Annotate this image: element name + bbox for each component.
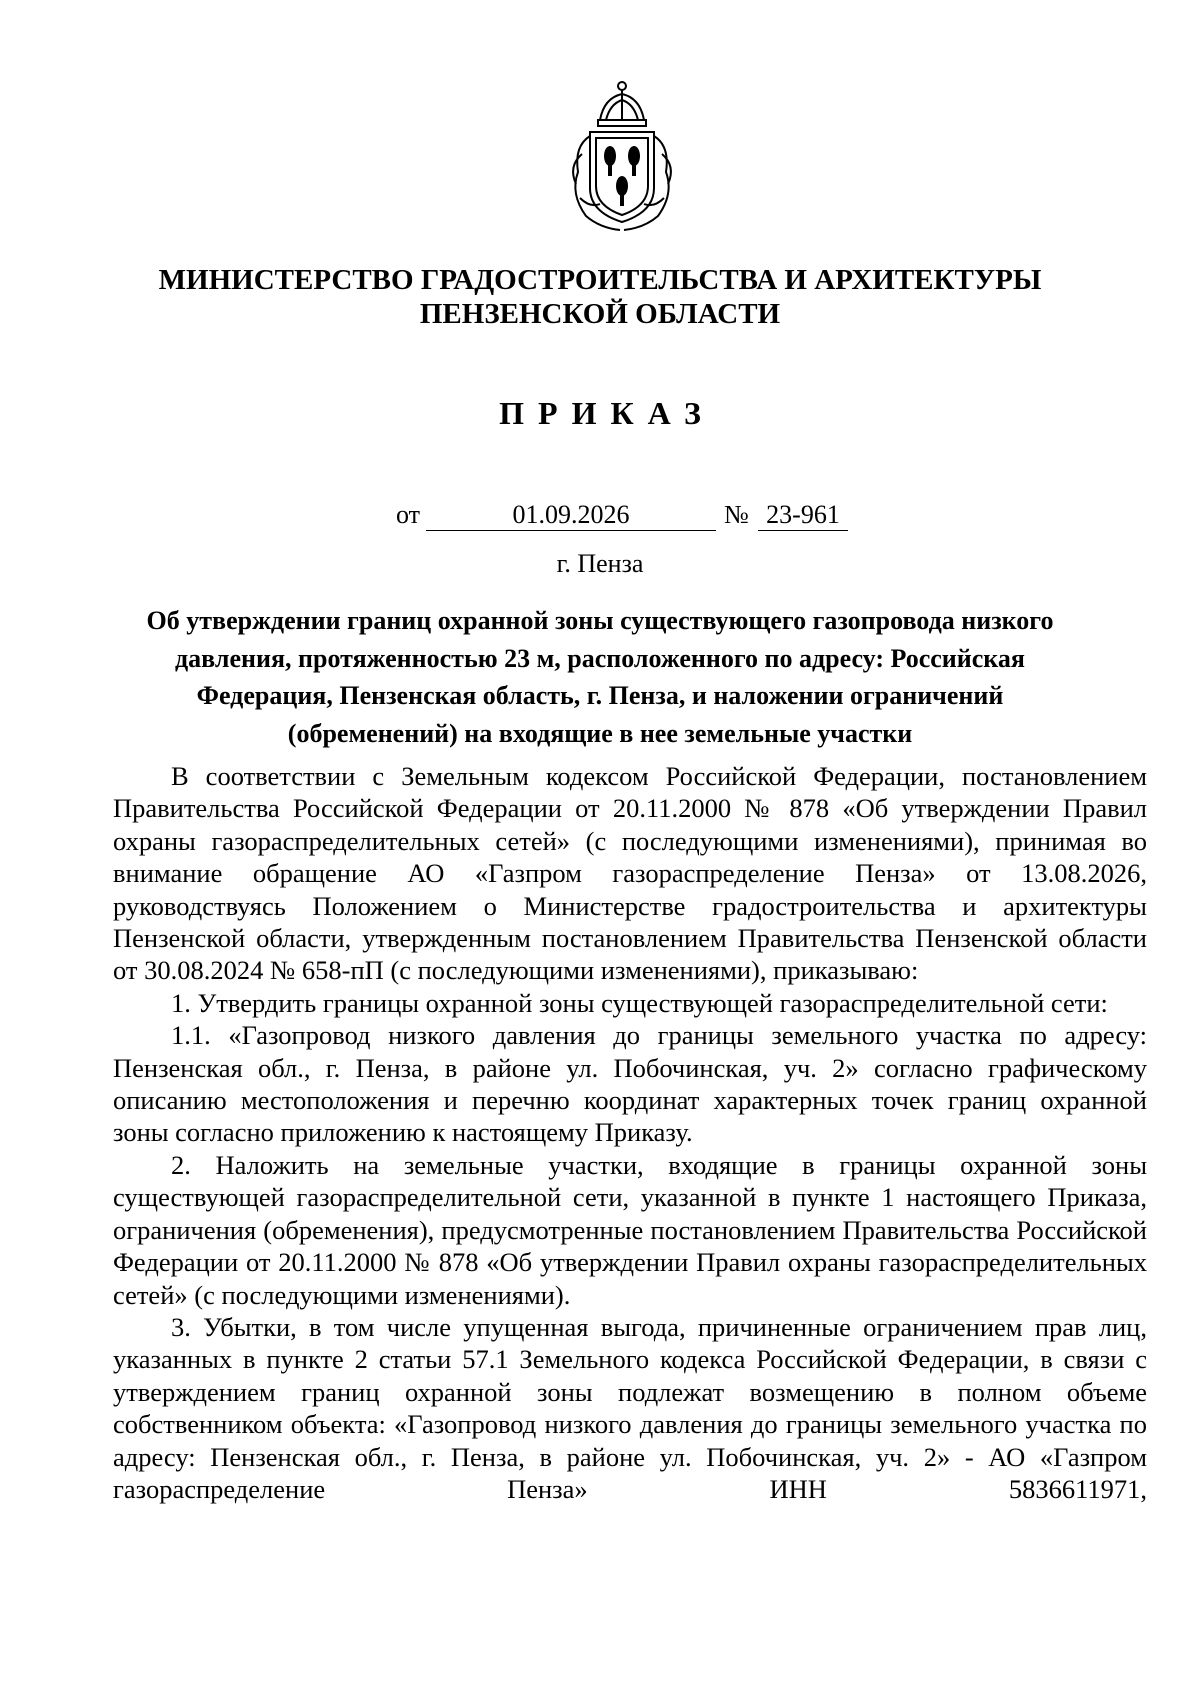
date-prefix: от (396, 500, 421, 529)
ministry-name-line2: ПЕНЗЕНСКОЙ ОБЛАСТИ (419, 298, 781, 330)
paragraph-item-1-1: 1.1. «Газопровод низкого давления до границы земельного участка по адресу: Пензенская обл., г. Пенза, в районе ул. Побочинская, уч. 2» согласно графическому описанию местоположения и перечню координат характерных точек границ охранной зоны согласно приложению к настоящему Приказу. (113, 1020, 1147, 1148)
document-date: 01.09.2026 (426, 500, 716, 531)
city: г. Пенза (556, 549, 644, 578)
coat-of-arms-emblem (560, 76, 684, 234)
ministry-name-line1: МИНИСТЕРСТВО ГРАДОСТРОИТЕЛЬСТВА И АРХИТЕКТУРЫ (158, 264, 1042, 296)
paragraph-item-3: 3. Убытки, в том числе упущенная выгода, причиненные ограничением прав лиц, указанных в пункте 2 статьи 57.1 Земельного кодекса Российской Федерации, в связи с утверждением границ охранной зоны подлежат возмещению в полном объеме собственником объекта: «Газопровод низкого давления до границы земельного участка по адресу: Пензенская обл., г. Пенза, в районе ул. Побочинская, уч. 2» - АО «Газпром газораспределение Пенза» ИНН 5836611971, (113, 1311, 1147, 1504)
number-prefix: № (724, 500, 749, 529)
paragraph-item-2: 2. Наложить на земельные участки, входящие в границы охранной зоны существующей газораспределительной сети, указанной в пункте 1 настоящего Приказа, ограничения (обременения), предусмотренные постановлением Правительства Российской Федерации от 20.11.2000 № 878 «Об утверждении Правил охраны газораспределительных сетей» (с последующими изменениями). (113, 1149, 1147, 1310)
document-number: 23-961 (758, 500, 848, 531)
document-type-heading: ПРИКАЗ (499, 395, 715, 431)
paragraph-item-1: 1. Утвердить границы охранной зоны существующей газораспределительной сети: (171, 987, 1108, 1018)
document-body (113, 760, 1147, 1505)
document-title: Об утверждении границ охранной зоны существующего газопровода низкого давления, протяженностью 23 м, расположенного по адресу: Российская Федерация, Пензенская область, г. Пенза, и наложении ограничений (обременений) на входящие в нее земельные участки (146, 606, 1054, 748)
paragraph-preamble: В соответствии с Земельным кодексом Российской Федерации, постановлением Правительства Российской Федерации от 20.11.2000 № 878 «Об утверждении Правил охраны газораспределительных сетей» (с последующими изменениями), принимая во внимание обращение АО «Газпром газораспределение Пенза» от 13.08.2026, руководствуясь Положением о Министерстве градостроительства и архитектуры Пензенской области, утвержденным постановлением Правительства Пензенской области от 30.08.2024 № 658-пП (с последующими изменениями), приказываю: (113, 761, 1147, 986)
